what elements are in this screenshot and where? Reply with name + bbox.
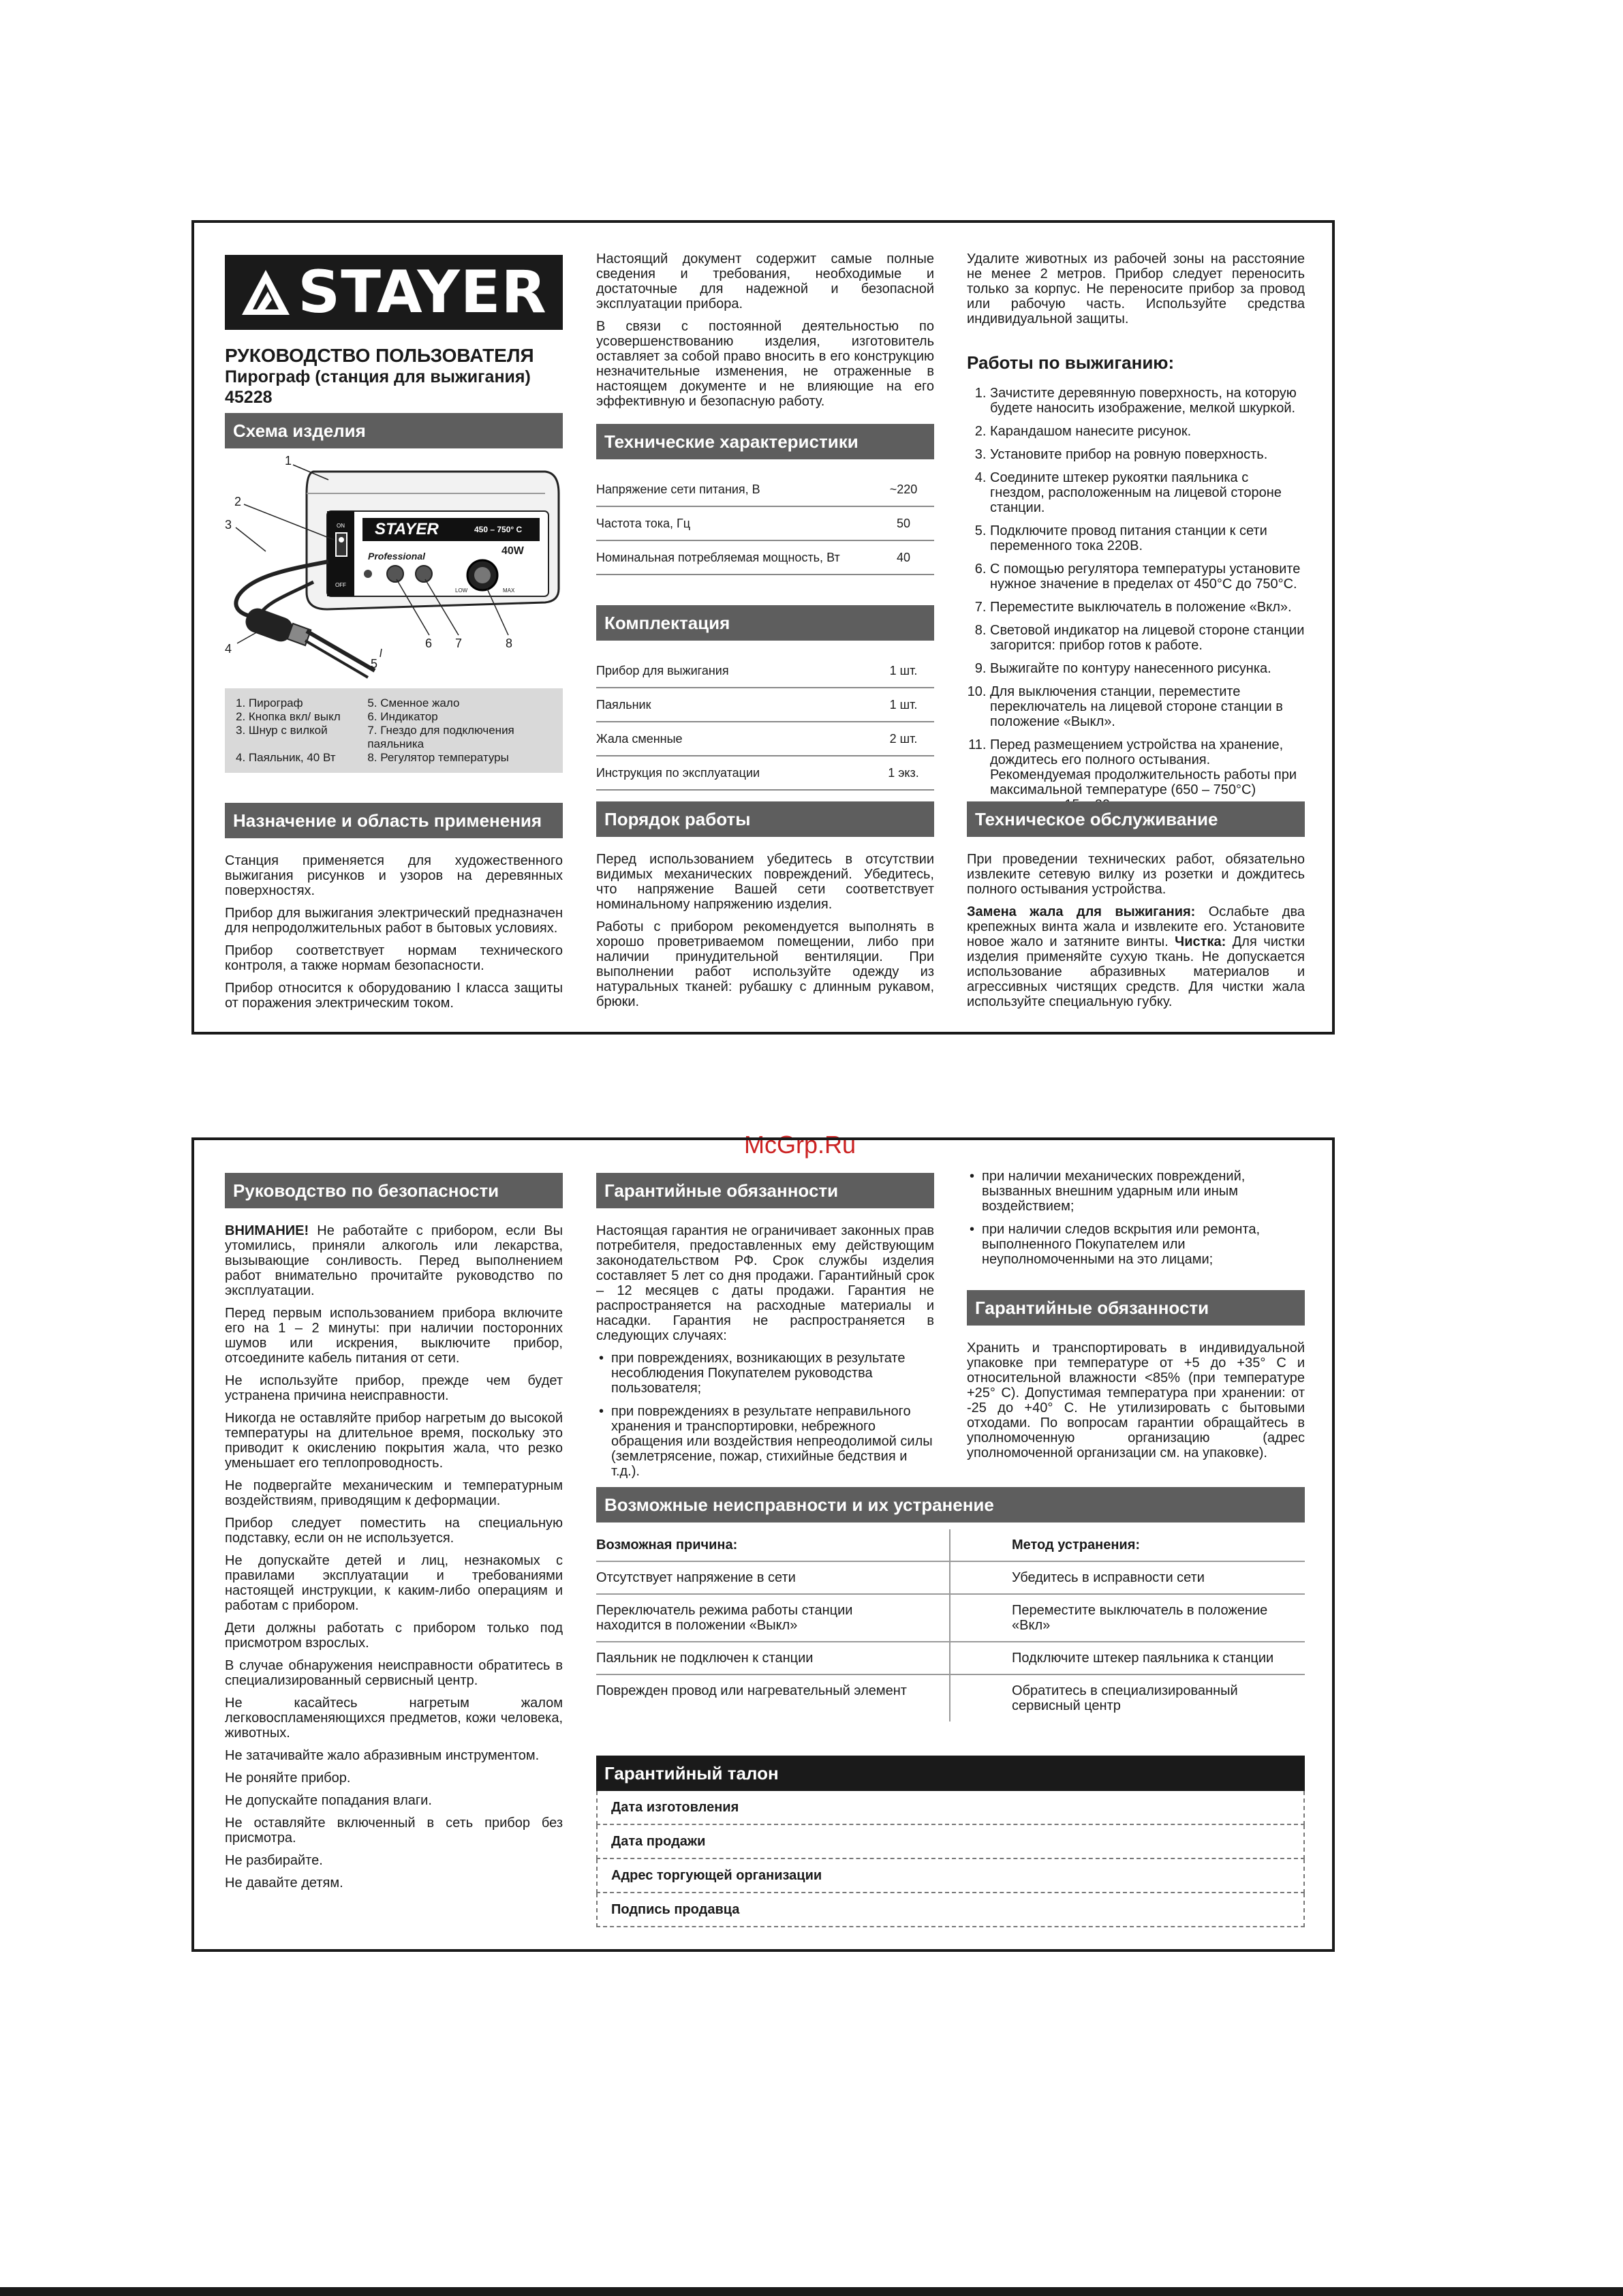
storage-header: Гарантийные обязанности	[967, 1290, 1305, 1326]
warranty-list-continued	[967, 1169, 1305, 1267]
kit-label: Прибор для выжигания	[596, 663, 729, 677]
spec-row	[596, 473, 934, 507]
column-right	[967, 1169, 1305, 1468]
column-middle	[596, 1173, 934, 1487]
warranty-coupon	[596, 1756, 1305, 1927]
scheme-header: Схема изделия	[225, 413, 563, 448]
safety-header: Руководство по безопасности	[225, 1173, 563, 1208]
model-number: 45228	[225, 388, 273, 407]
legend-item: 2. Кнопка вкл/ выкл	[236, 710, 341, 723]
device-on: ON	[337, 523, 345, 529]
step: 4. Соедините штекер рукоятки паяльника с гнездом, расположенным на лицевой стороне станции.	[990, 470, 1305, 515]
fix-cell: Переместите выключатель в положение «Вкл»	[1012, 1603, 1268, 1633]
service-paragraph	[967, 904, 1305, 1009]
paragraph: Не затачивайте жало абразивным инструментом.	[225, 1748, 540, 1763]
paragraph: Не используйте прибор, прежде чем будет устранена причина неисправности.	[225, 1373, 563, 1403]
paragraph: Не давайте детям.	[225, 1876, 343, 1891]
step: 5. Подключите провод питания станции к сети переменного тока 220В.	[990, 523, 1305, 553]
faults-header: Возможные неисправности и их устранение	[596, 1487, 1305, 1522]
cause-cell: Отсутствует напряжение в сети	[596, 1562, 950, 1593]
device-power: 40W	[501, 545, 524, 557]
faults-table-head	[596, 1529, 1305, 1562]
column-middle	[596, 251, 934, 791]
spec-value: 40	[896, 550, 911, 564]
text: Не работайте с прибором, если Вы утомились, приняли алкоголь или лекарства, вызывающие сонливость. Перед выполнением работ внимательно прочитайте руководство по эксплуатации.	[225, 1223, 563, 1298]
bold-label: Замена жала для выжигания:	[967, 904, 1196, 919]
legend-item: 6. Индикатор	[367, 710, 438, 723]
spec-row	[596, 541, 934, 575]
kit-row	[596, 722, 934, 756]
paragraph: Прибор следует поместить на специальную подставку, если он не используется.	[225, 1516, 563, 1546]
paragraph: Перед первым использованием прибора включите его на 1 – 2 минуты: при наличии посторонних шумов или искрения, выключите прибор, отсоедините кабель питания от сети.	[225, 1306, 563, 1366]
cause-cell: Переключатель режима работы станции находится в положении «Выкл»	[596, 1595, 950, 1641]
callout-8: 8	[506, 637, 513, 650]
scheme-legend	[225, 688, 563, 773]
kit-table	[596, 654, 934, 791]
step: 1. Зачистите деревянную поверхность, на которую будете наносить изображение, мелкой шкуркой.	[990, 386, 1305, 416]
step: 6. С помощью регулятора температуры установите нужное значение в пределах от 450°С до 750°С.	[990, 562, 1305, 592]
step: 7. Переместите выключатель в положение «Вкл».	[990, 600, 1305, 615]
intro-paragraph: В связи с постоянной деятельностью по усовершенствованию изделия, изготовитель оставляет за собой право вносить в его конструкцию незначительные изменения, не отраженные в настоящем документе и не влияющие на его эффективную и безопасную работу.	[596, 319, 934, 409]
device-low: LOW	[455, 587, 468, 594]
legend-item: 4. Паяльник, 40 Вт	[236, 751, 336, 764]
kit-header: Комплектация	[596, 605, 934, 641]
list-item: • при наличии следов вскрытия или ремонта, выполненного Покупателем или неуполномоченными на это лицами;	[982, 1222, 1305, 1267]
doc-title: РУКОВОДСТВО ПОЛЬЗОВАТЕЛЯ	[225, 345, 534, 366]
paragraph: Работы с прибором рекомендуется выполнять в хорошо проветриваемом помещении, либо при наличии принудительной вентиляции. При выполнении работ используйте одежду из натуральных тканей: рубашку с длинным рукавом, брюки.	[596, 919, 934, 1009]
step: 2. Карандашом нанесите рисунок.	[990, 424, 1305, 439]
column-right-bottom	[967, 801, 1305, 1017]
step: 10. Для выключения станции, переместите переключатель на лицевой стороне станции в положение «Выкл».	[990, 684, 1305, 729]
device-logo: STAYER	[375, 520, 439, 538]
logo-text: STAYER	[298, 258, 547, 326]
kit-value: 2 шт.	[889, 731, 918, 746]
callout-5: 5	[371, 657, 378, 671]
coupon-field-seller-signature[interactable]: Подпись продавца	[596, 1893, 1305, 1927]
callout-1: 1	[285, 454, 292, 468]
column-left	[225, 1173, 563, 1898]
paragraph: Не касайтесь нагретым жалом легковоспламеняющихся предметов, кожи человека, животных.	[225, 1696, 563, 1741]
warranty-header: Гарантийные обязанности	[596, 1173, 934, 1208]
callout-4: 4	[225, 642, 232, 656]
spec-label: Частота тока, Гц	[596, 516, 691, 530]
list-item: • при повреждениях, возникающих в результате несоблюдения Покупателем руководства пользователя;	[611, 1351, 934, 1396]
cause-cell: Паяльник не подключен к станции	[596, 1642, 950, 1674]
list-item: • при повреждениях в результате неправильного хранения и транспортировки, небрежного обращения или воздействия непреодолимой силы (землетрясение, пожар, стихийные бедствия и т.д.).	[611, 1404, 934, 1479]
legend-item: 5. Сменное жало	[367, 697, 460, 709]
callout-2: 2	[234, 495, 242, 508]
kit-value: 1 шт.	[889, 697, 918, 711]
text: Ослабьте два крепежных винта жала и извлеките его. Установите новое жало и затяните винты.	[967, 904, 1305, 949]
pyrograph-illustration	[225, 453, 563, 688]
burn-steps	[967, 386, 1305, 812]
warning-label: ВНИМАНИЕ!	[225, 1223, 309, 1238]
paragraph: Хранить и транспортировать в индивидуальной упаковке при температуре от +5 до +35° С и относительной влажности <85% (при температуре +25° С). Допустимая температура при хранении: от -25 до +40° С. Не утилизировать с бытовыми отходами. По вопросам гарантии обращайтесь в уполномоченную организацию (адрес уполномоченной организации см. на упаковке).	[967, 1341, 1305, 1460]
spec-label: Напряжение сети питания, В	[596, 482, 760, 496]
paragraph: Не роняйте прибор.	[225, 1771, 351, 1786]
coupon-field-manufacture-date[interactable]: Дата изготовления	[596, 1791, 1305, 1825]
watermark: McGrp.Ru	[744, 1131, 856, 1159]
paragraph: Станция применяется для художественного выжигания рисунков и узоров на деревянных поверхностях.	[225, 853, 563, 898]
kit-label: Паяльник	[596, 697, 651, 711]
kit-label: Жала сменные	[596, 731, 683, 746]
order-header: Порядок работы	[596, 801, 934, 837]
callout-6: 6	[425, 637, 433, 650]
warning-paragraph	[225, 1223, 563, 1298]
paragraph: Настоящая гарантия не ограничивает законных прав потребителя, предоставленных ему действующим законодательством РФ. Срок службы изделия составляет 5 лет со дня продажи. Гарантийный срок – 12 месяцев с даты продажи. Гарантия не распространяется на расходные материалы и насадки. Гарантия не распространяется в следующих случаях:	[596, 1223, 934, 1343]
burn-intro: Удалите животных из рабочей зоны на расстояние не менее 2 метров. Прибор следует переносить только за корпус. Не переносите прибор за провод или рабочую часть. Используйте средства индивидуальной защиты.	[967, 251, 1305, 326]
spec-value: 50	[896, 516, 911, 530]
fix-cell: Убедитесь в исправности сети	[1012, 1570, 1205, 1585]
legend-item: 3. Шнур с вилкой	[236, 724, 328, 737]
column-middle-bottom	[596, 801, 934, 1017]
column-header: Метод устранения:	[1012, 1537, 1141, 1552]
column-right	[967, 251, 1305, 821]
purpose-header: Назначение и область применения	[225, 803, 563, 838]
paragraph: Не разбирайте.	[225, 1853, 323, 1868]
device-off: OFF	[335, 582, 346, 588]
specs-header: Технические характеристики	[596, 424, 934, 459]
paragraph: Не оставляйте включенный в сеть прибор без присмотра.	[225, 1816, 563, 1846]
burn-title: Работы по выжиганию:	[967, 352, 1175, 373]
step: 9. Выжигайте по контуру нанесенного рисунка.	[990, 661, 1305, 676]
paragraph: Никогда не оставляйте прибор нагретым до высокой температуры на длительное время, поскольку это приводит к окислению покрытия жала, что резко уменьшает его теплопроводность.	[225, 1411, 563, 1471]
device-sub: Professional	[368, 551, 426, 562]
callout-3: 3	[225, 518, 232, 532]
product-diagram	[225, 453, 563, 688]
table-row	[596, 1675, 1305, 1721]
spec-value: ~220	[889, 482, 918, 496]
doc-subtitle: Пирограф (станция для выжигания)	[225, 367, 531, 386]
fix-cell: Обратитесь в специализированный сервисный центр	[1012, 1683, 1238, 1713]
faults-section	[596, 1487, 1305, 1721]
fix-cell: Подключите штекер паяльника к станции	[1012, 1651, 1274, 1666]
column-left	[225, 255, 563, 1018]
device-temp: 450 – 750° C	[474, 525, 523, 534]
callout-7: 7	[455, 637, 463, 650]
legend-item: 7. Гнездо для подключения паяльника	[367, 724, 514, 750]
kit-value: 1 экз.	[888, 765, 919, 780]
step: 8. Световой индикатор на лицевой стороне станции загорится: прибор готов к работе.	[990, 623, 1305, 653]
column-header: Возможная причина:	[596, 1529, 950, 1561]
coupon-header: Гарантийный талон	[596, 1756, 1305, 1791]
paragraph: Не подвергайте механическим и температурным воздействиям, приводящим к деформации.	[225, 1478, 563, 1508]
page-panel-2	[191, 1137, 1335, 1952]
purpose-text	[225, 853, 563, 1011]
stayer-logo-icon	[241, 269, 291, 316]
cause-cell: Поврежден провод или нагревательный элемент	[596, 1675, 950, 1721]
table-row	[596, 1595, 1305, 1642]
spec-label: Номинальная потребляемая мощность, Вт	[596, 550, 840, 564]
kit-row	[596, 654, 934, 688]
bottom-bar	[0, 2287, 1623, 2296]
stayer-logo	[225, 255, 563, 330]
service-header: Техническое обслуживание	[967, 801, 1305, 837]
table-row	[596, 1562, 1305, 1595]
paragraph: Перед использованием убедитесь в отсутствии видимых механических повреждений. Убедитесь, что напряжение Вашей сети соответствует номинальному напряжению изделия.	[596, 852, 934, 912]
device-max: MAX	[503, 587, 515, 594]
paragraph: Не допускайте детей и лиц, незнакомых с правилами эксплуатации и требованиями настоящей инструкции, к каким-либо операциям и работам с прибором.	[225, 1553, 563, 1613]
step: 11. Перед размещением устройства на хранение, дождитесь его полного остывания. Рекомендуемая продолжительность работы при максимальной температуре (650 – 750°С)	[990, 737, 1305, 812]
paragraph: При проведении технических работ, обязательно извлеките сетевую вилку из розетки и дождитесь полного остывания устройства.	[967, 852, 1305, 897]
list-item: • при наличии механических повреждений, вызванных внешним ударным или иным воздействием;	[982, 1169, 1305, 1214]
bold-label: Чистка:	[1175, 934, 1226, 949]
legend-item: 8. Регулятор температуры	[367, 751, 509, 764]
coupon-field-sale-date[interactable]: Дата продажи	[596, 1825, 1305, 1859]
legend-item: 1. Пирограф	[236, 697, 303, 709]
spec-row	[596, 507, 934, 541]
kit-row	[596, 756, 934, 791]
coupon-field-shop-address[interactable]: Адрес торгующей организации	[596, 1859, 1305, 1893]
text: Для чистки изделия применяйте сухую ткань. Не допускается использование абразивных материалов и агрессивных чистящих средств. Для чистки жала используйте специальную губку.	[967, 934, 1305, 1009]
paragraph: Прибор для выжигания электрический предназначен для непродолжительных работ в бытовых условиях.	[225, 906, 563, 936]
paragraph: Прибор соответствует нормам технического контроля, а также нормам безопасности.	[225, 943, 563, 973]
page-panel-1	[191, 220, 1335, 1035]
kit-row	[596, 688, 934, 722]
paragraph: В случае обнаружения неисправности обратитесь в специализированный сервисный центр.	[225, 1658, 563, 1688]
paragraph: Прибор относится к оборудованию I класса защиты от поражения электрическим током.	[225, 981, 563, 1011]
kit-value: 1 шт.	[889, 663, 918, 677]
warranty-list	[596, 1351, 934, 1479]
specs-table	[596, 473, 934, 575]
paragraph: Дети должны работать с прибором только под присмотром взрослых.	[225, 1621, 563, 1651]
kit-label: Инструкция по эксплуатации	[596, 765, 760, 780]
table-row	[596, 1642, 1305, 1675]
paragraph: Не допускайте попадания влаги.	[225, 1793, 432, 1808]
step: 3. Установите прибор на ровную поверхность.	[990, 447, 1305, 462]
intro-paragraph: Настоящий документ содержит самые полные сведения и требования, необходимые и достаточные для надежной и безопасной эксплуатации прибора.	[596, 251, 934, 311]
